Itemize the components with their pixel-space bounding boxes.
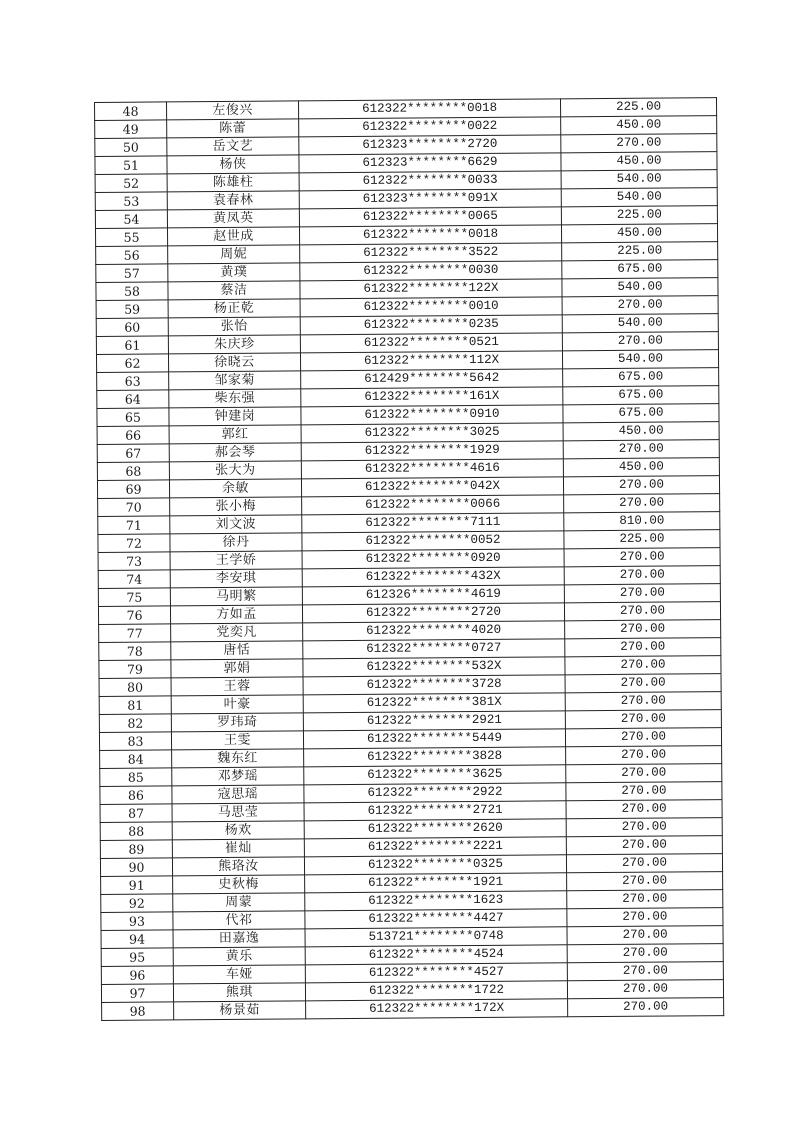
row-number-cell: 63 [97, 372, 169, 391]
id-number-cell: 612322********0052 [302, 531, 564, 551]
row-number-cell: 86 [100, 786, 172, 805]
amount-cell: 270.00 [565, 638, 721, 657]
amount-cell: 270.00 [565, 620, 721, 639]
name-cell: 杨欢 [172, 821, 304, 840]
roster-table [94, 97, 724, 1021]
amount-cell: 270.00 [567, 908, 723, 927]
id-number-cell: 612322********112X [300, 351, 562, 371]
row-number-cell: 78 [99, 642, 171, 661]
id-number-cell: 612322********0066 [302, 495, 564, 515]
amount-cell: 270.00 [561, 134, 717, 153]
id-number-cell: 612322********4527 [305, 963, 567, 983]
id-number-cell: 612322********5449 [303, 729, 565, 749]
name-cell: 张小梅 [170, 497, 302, 516]
amount-cell: 675.00 [563, 386, 719, 405]
id-number-cell: 612322********0235 [300, 315, 562, 335]
id-number-cell: 612322********0910 [301, 405, 563, 425]
name-cell: 王雯 [171, 731, 303, 750]
row-number-cell: 80 [99, 678, 171, 697]
name-cell: 熊琪 [173, 983, 305, 1002]
row-number-cell: 64 [97, 390, 169, 409]
row-number-cell: 52 [95, 174, 167, 193]
amount-cell: 450.00 [561, 152, 717, 171]
name-cell: 郝会琴 [169, 443, 301, 462]
name-cell: 崔灿 [172, 839, 304, 858]
row-number-cell: 49 [95, 120, 167, 139]
row-number-cell: 97 [101, 984, 173, 1003]
id-number-cell: 612322********0325 [304, 855, 566, 875]
row-number-cell: 69 [97, 480, 169, 499]
amount-cell: 270.00 [568, 998, 724, 1017]
amount-cell: 270.00 [564, 494, 720, 513]
row-number-cell: 50 [95, 138, 167, 157]
name-cell: 寇思瑶 [172, 785, 304, 804]
name-cell: 史秋梅 [173, 875, 305, 894]
name-cell: 陈蕾 [167, 119, 299, 138]
row-number-cell: 91 [101, 876, 173, 895]
amount-cell: 270.00 [566, 764, 722, 783]
amount-cell: 540.00 [561, 188, 717, 207]
name-cell: 周妮 [168, 245, 300, 264]
name-cell: 袁春林 [167, 191, 299, 210]
id-number-cell: 612322********3728 [303, 675, 565, 695]
amount-cell: 540.00 [562, 278, 718, 297]
row-number-cell: 90 [100, 858, 172, 877]
amount-cell: 675.00 [562, 260, 718, 279]
name-cell: 黄璞 [168, 263, 300, 282]
amount-cell: 270.00 [562, 296, 718, 315]
name-cell: 钟建岗 [169, 407, 301, 426]
id-number-cell: 612322********3025 [301, 423, 563, 443]
name-cell: 蔡洁 [168, 281, 300, 300]
id-number-cell: 612322********0018 [298, 99, 560, 119]
row-number-cell: 72 [98, 534, 170, 553]
id-number-cell: 612322********0033 [299, 171, 561, 191]
amount-cell: 270.00 [565, 692, 721, 711]
amount-cell: 270.00 [565, 728, 721, 747]
amount-cell: 270.00 [567, 890, 723, 909]
row-number-cell: 83 [99, 732, 171, 751]
name-cell: 徐晓云 [168, 353, 300, 372]
name-cell: 赵世成 [167, 227, 299, 246]
amount-cell: 270.00 [565, 710, 721, 729]
name-cell: 王蓉 [171, 677, 303, 696]
name-cell: 左俊兴 [167, 101, 299, 120]
id-number-cell: 612322********2721 [304, 801, 566, 821]
row-number-cell: 96 [101, 966, 173, 985]
row-number-cell: 88 [100, 822, 172, 841]
id-number-cell: 612322********3522 [300, 243, 562, 263]
id-number-cell: 612322********172X [306, 999, 568, 1019]
amount-cell: 270.00 [567, 980, 723, 999]
table-row [102, 998, 724, 1021]
amount-cell: 270.00 [562, 332, 718, 351]
amount-cell: 450.00 [563, 458, 719, 477]
amount-cell: 225.00 [564, 530, 720, 549]
amount-cell: 675.00 [563, 404, 719, 423]
amount-cell: 270.00 [567, 872, 723, 891]
row-number-cell: 56 [96, 246, 168, 265]
name-cell: 杨景茹 [174, 1001, 306, 1020]
row-number-cell: 87 [100, 804, 172, 823]
row-number-cell: 79 [99, 660, 171, 679]
name-cell: 黄凤英 [167, 209, 299, 228]
row-number-cell: 81 [99, 696, 171, 715]
amount-cell: 540.00 [561, 170, 717, 189]
id-number-cell: 612322********7111 [302, 513, 564, 533]
name-cell: 马明繁 [170, 587, 302, 606]
amount-cell: 225.00 [561, 206, 717, 225]
name-cell: 熊珞汝 [172, 857, 304, 876]
row-number-cell: 70 [98, 498, 170, 517]
name-cell: 刘文波 [170, 515, 302, 534]
name-cell: 叶豪 [171, 695, 303, 714]
id-number-cell: 612322********0065 [299, 207, 561, 227]
amount-cell: 540.00 [562, 350, 718, 369]
id-number-cell: 612322********381X [303, 693, 565, 713]
id-number-cell: 612323********091X [299, 189, 561, 209]
row-number-cell: 61 [96, 336, 168, 355]
name-cell: 张大为 [169, 461, 301, 480]
amount-cell: 540.00 [562, 314, 718, 333]
amount-cell: 270.00 [564, 566, 720, 585]
id-number-cell: 612322********042X [301, 477, 563, 497]
amount-cell: 270.00 [566, 818, 722, 837]
id-number-cell: 612322********2922 [304, 783, 566, 803]
id-number-cell: 612322********4616 [301, 459, 563, 479]
row-number-cell: 95 [101, 948, 173, 967]
row-number-cell: 76 [98, 606, 170, 625]
id-number-cell: 612326********4619 [302, 585, 564, 605]
amount-cell: 450.00 [561, 116, 717, 135]
name-cell: 邹家菊 [169, 371, 301, 390]
row-number-cell: 74 [98, 570, 170, 589]
name-cell: 张怡 [168, 317, 300, 336]
id-number-cell: 612322********1623 [305, 891, 567, 911]
row-number-cell: 71 [98, 516, 170, 535]
id-number-cell: 612322********0010 [300, 297, 562, 317]
amount-cell: 270.00 [564, 548, 720, 567]
name-cell: 杨侠 [167, 155, 299, 174]
name-cell: 郭红 [169, 425, 301, 444]
id-number-cell: 612322********4020 [303, 621, 565, 641]
row-number-cell: 53 [95, 192, 167, 211]
name-cell: 徐丹 [170, 533, 302, 552]
name-cell: 杨正乾 [168, 299, 300, 318]
row-number-cell: 51 [95, 156, 167, 175]
id-number-cell: 612322********0920 [302, 549, 564, 569]
amount-cell: 270.00 [567, 926, 723, 945]
amount-cell: 270.00 [567, 944, 723, 963]
amount-cell: 270.00 [565, 674, 721, 693]
id-number-cell: 612322********0727 [303, 639, 565, 659]
id-number-cell: 612429********5642 [301, 369, 563, 389]
id-number-cell: 612322********2620 [304, 819, 566, 839]
row-number-cell: 77 [99, 624, 171, 643]
row-number-cell: 94 [101, 930, 173, 949]
amount-cell: 270.00 [567, 962, 723, 981]
name-cell: 车娅 [173, 965, 305, 984]
name-cell: 田嘉逸 [173, 929, 305, 948]
id-number-cell: 612322********0018 [299, 225, 561, 245]
row-number-cell: 84 [100, 750, 172, 769]
row-number-cell: 67 [97, 444, 169, 463]
id-number-cell: 612322********2221 [304, 837, 566, 857]
name-cell: 党奕凡 [171, 623, 303, 642]
row-number-cell: 55 [95, 228, 167, 247]
id-number-cell: 612323********2720 [299, 135, 561, 155]
row-number-cell: 98 [102, 1002, 174, 1021]
id-number-cell: 513721********0748 [305, 927, 567, 947]
row-number-cell: 57 [96, 264, 168, 283]
id-number-cell: 612322********0521 [300, 333, 562, 353]
id-number-cell: 612322********3828 [304, 747, 566, 767]
row-number-cell: 85 [100, 768, 172, 787]
name-cell: 岳文艺 [167, 137, 299, 156]
amount-cell: 270.00 [566, 782, 722, 801]
row-number-cell: 66 [97, 426, 169, 445]
row-number-cell: 92 [101, 894, 173, 913]
row-number-cell: 65 [97, 408, 169, 427]
amount-cell: 225.00 [560, 98, 716, 117]
name-cell: 黄乐 [173, 947, 305, 966]
amount-cell: 270.00 [563, 440, 719, 459]
id-number-cell: 612322********161X [301, 387, 563, 407]
id-number-cell: 612322********4427 [305, 909, 567, 929]
name-cell: 罗玮琦 [171, 713, 303, 732]
id-number-cell: 612322********3625 [304, 765, 566, 785]
name-cell: 李安琪 [170, 569, 302, 588]
name-cell: 陈雄柱 [167, 173, 299, 192]
amount-cell: 675.00 [563, 368, 719, 387]
name-cell: 唐恬 [171, 641, 303, 660]
name-cell: 周蒙 [173, 893, 305, 912]
name-cell: 柴东强 [169, 389, 301, 408]
id-number-cell: 612322********4524 [305, 945, 567, 965]
row-number-cell: 60 [96, 318, 168, 337]
id-number-cell: 612322********1722 [305, 981, 567, 1001]
name-cell: 代祁 [173, 911, 305, 930]
row-number-cell: 62 [96, 354, 168, 373]
name-cell: 朱庆珍 [168, 335, 300, 354]
name-cell: 魏东红 [172, 749, 304, 768]
roster-table-body [95, 98, 724, 1021]
name-cell: 余敏 [169, 479, 301, 498]
row-number-cell: 75 [98, 588, 170, 607]
amount-cell: 270.00 [566, 836, 722, 855]
amount-cell: 450.00 [561, 224, 717, 243]
name-cell: 郭娟 [171, 659, 303, 678]
name-cell: 王学娇 [170, 551, 302, 570]
amount-cell: 270.00 [563, 476, 719, 495]
amount-cell: 270.00 [566, 800, 722, 819]
id-number-cell: 612322********532X [303, 657, 565, 677]
amount-cell: 225.00 [562, 242, 718, 261]
row-number-cell: 59 [96, 300, 168, 319]
amount-cell: 270.00 [565, 656, 721, 675]
id-number-cell: 612323********6629 [299, 153, 561, 173]
id-number-cell: 612322********2921 [303, 711, 565, 731]
amount-cell: 270.00 [566, 854, 722, 873]
id-number-cell: 612322********0030 [300, 261, 562, 281]
amount-cell: 270.00 [564, 584, 720, 603]
row-number-cell: 54 [95, 210, 167, 229]
name-cell: 邓梦瑶 [172, 767, 304, 786]
id-number-cell: 612322********1921 [305, 873, 567, 893]
name-cell: 马思莹 [172, 803, 304, 822]
amount-cell: 810.00 [564, 512, 720, 531]
row-number-cell: 68 [97, 462, 169, 481]
id-number-cell: 612322********122X [300, 279, 562, 299]
row-number-cell: 89 [100, 840, 172, 859]
id-number-cell: 612322********432X [302, 567, 564, 587]
row-number-cell: 73 [98, 552, 170, 571]
id-number-cell: 612322********1929 [301, 441, 563, 461]
amount-cell: 270.00 [564, 602, 720, 621]
amount-cell: 270.00 [566, 746, 722, 765]
row-number-cell: 93 [101, 912, 173, 931]
row-number-cell: 82 [99, 714, 171, 733]
id-number-cell: 612322********0022 [299, 117, 561, 137]
name-cell: 方如孟 [170, 605, 302, 624]
id-number-cell: 612322********2720 [302, 603, 564, 623]
amount-cell: 450.00 [563, 422, 719, 441]
row-number-cell: 58 [96, 282, 168, 301]
row-number-cell: 48 [95, 102, 167, 121]
